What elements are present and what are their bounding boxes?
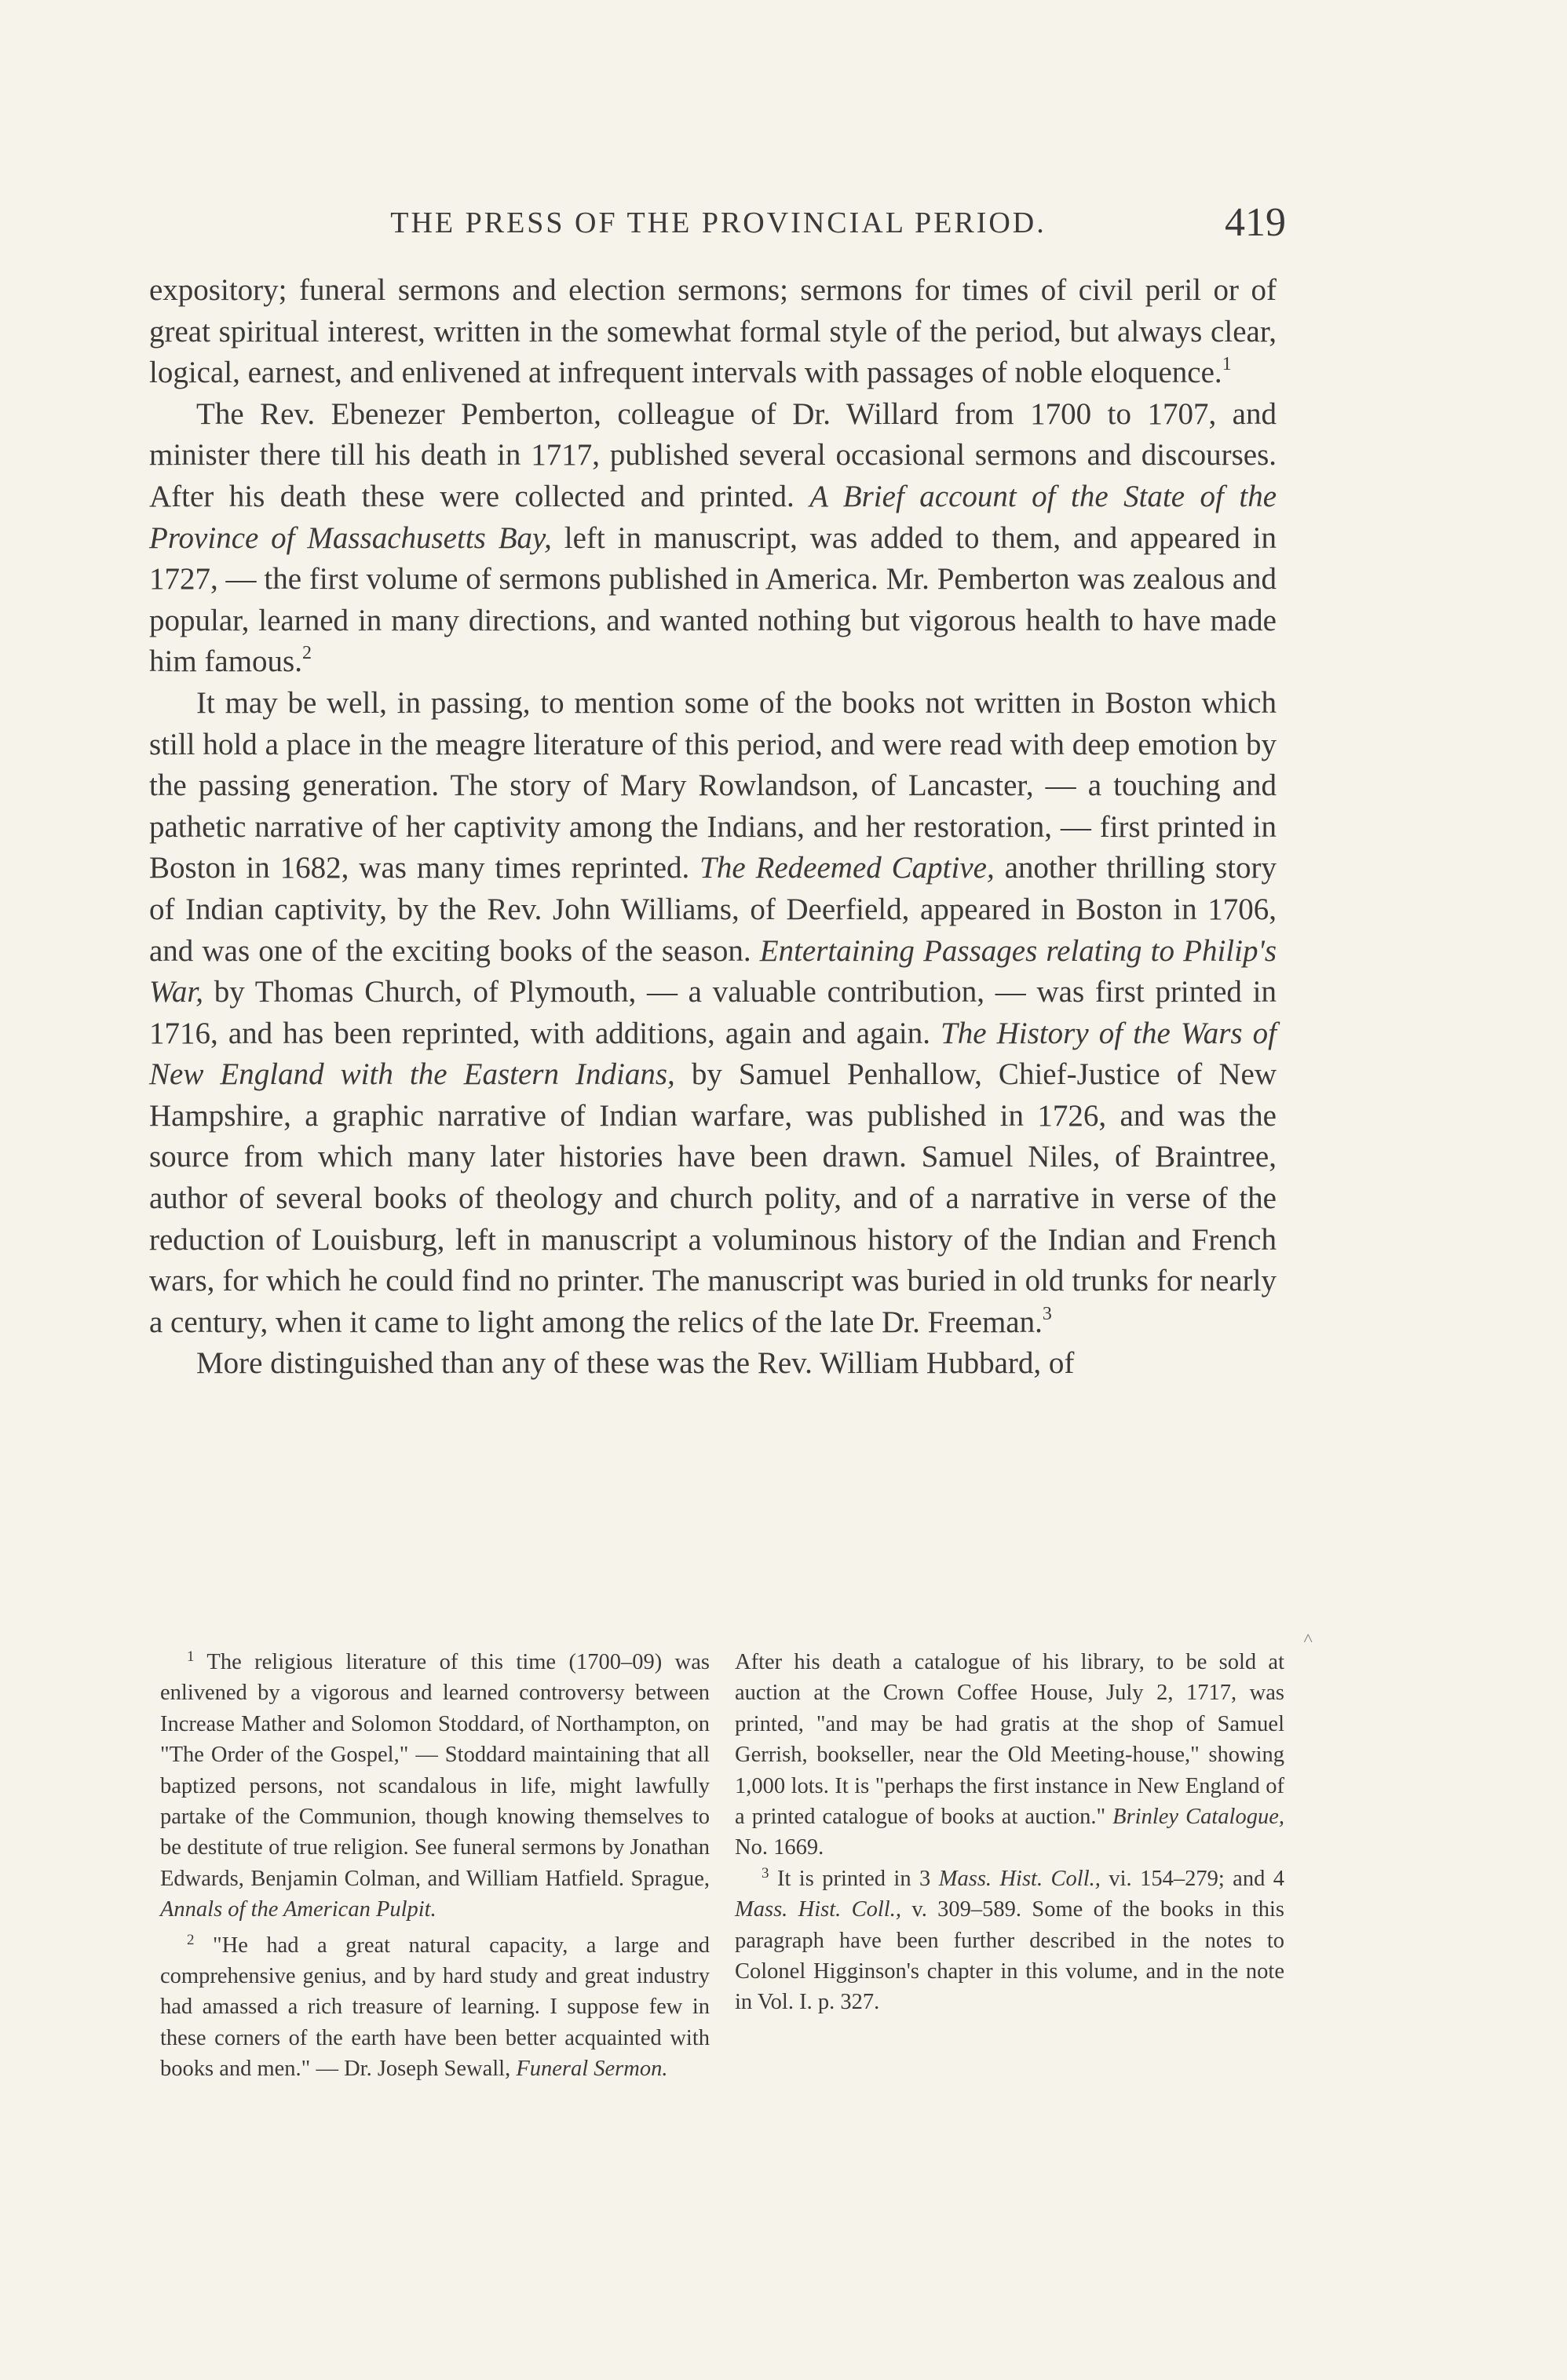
footnote-3-mark: 3 xyxy=(762,1864,769,1882)
paragraph-2 xyxy=(149,394,1277,683)
footnote-1 xyxy=(160,1647,710,1926)
work-title-history-of-wars: The History of the Wars of New England with the Eastern Indians, xyxy=(149,1016,1277,1092)
work-title-brief-account: A Brief account of the State of the Province of Massachusetts Bay, xyxy=(149,479,1277,555)
footnote-3 xyxy=(735,1863,1284,2018)
paragraph-1 xyxy=(149,270,1277,394)
running-header xyxy=(149,199,1288,254)
paragraph-3 xyxy=(149,683,1277,1344)
paragraph-3-text-d: by Samuel Penhallow, Chief-Justice of New Hampshire, a graphic narrative of Indian warfare, was published in 1726, and was the source from which many later histories have been drawn. Samuel Niles, of Braintree, author of several books of theology and church polity, and of a narrative in verse of the reduction of Louisburg, left in manuscript a voluminous history of the Indian and French wars, for which he could find no printer. The manuscript was buried in old trunks for nearly a century, when it came to light among the relics of the late Dr. Freeman. xyxy=(149,1057,1277,1339)
footnote-1-text: The religious literature of this time (1700–09) was enlivened by a vigorous and learned controversy between Increase Mather and Solomon Stoddard, of Northampton, on "The Order of the Gospel," — Stoddard maintaining that all baptized persons, not scandalous in life, might lawfully partake of the Communion, though knowing themselves to be destitute of true religion. See funeral sermons by Jonathan Edwards, Benjamin Colman, and William Hatfield. Sprague, xyxy=(160,1650,710,1891)
footnote-2-catalogue: Brinley Catalogue, xyxy=(1112,1805,1284,1830)
footnote-3-text-a: It is printed in 3 xyxy=(776,1866,931,1891)
page-number: 419 xyxy=(1225,200,1286,245)
footnote-1-title: Annals of the American Pulpit. xyxy=(160,1897,436,1922)
footnote-2-text-b: After his death a catalogue of his library, to be sold at auction at the Crown Coffee House, July 2, 1717, was printed, "and may be had gratis at the shop of Samuel Gerrish, bookseller, near the Old Meeting-house," showing 1,000 lots. It is "perhaps the first instance in New England of a printed catalogue of books at auction." xyxy=(735,1650,1284,1830)
paragraph-2-text-a: The Rev. Ebenezer Pemberton, colleague of Dr. Willard from 1700 to 1707, and minister there till his death in 1717, published several occasional sermons and discourses. After his death these were collected and printed. xyxy=(149,396,1277,513)
footnote-1-mark: 1 xyxy=(187,1648,195,1665)
work-title-entertaining-passages: Entertaining Passages relating to Philip's War, xyxy=(149,933,1277,1009)
footnote-ref-2: 2 xyxy=(301,643,312,664)
footnote-3-title-2: Mass. Hist. Coll., xyxy=(735,1897,901,1922)
paragraph-1-text: expository; funeral sermons and election sermons; sermons for times of civil peril or of great spiritual interest, written in the somewhat formal style of the period, but always clear, logical, earnest, and enlivened at infrequent intervals with passages of noble eloquence. xyxy=(149,273,1277,390)
footnote-3-text-b: vi. 154–279; and 4 xyxy=(1109,1866,1285,1891)
footnote-2-mark: 2 xyxy=(187,1931,195,1948)
footnotes-left-column xyxy=(160,1647,710,2085)
footnote-2 xyxy=(160,1930,710,2085)
footnote-2-title: Funeral Sermon. xyxy=(516,2057,668,2082)
paragraph-2-text-b: left in manuscript, was added to them, and appeared in 1727, — the first volume of sermons published in America. Mr. Pemberton was zealous and popular, learned in many directions, and wanted nothing but vigorous health to have made him famous. xyxy=(149,520,1277,679)
running-title: THE PRESS OF THE PROVINCIAL PERIOD. xyxy=(390,206,1046,239)
footnote-ref-3: 3 xyxy=(1042,1303,1052,1324)
footnote-2-text-a: "He had a great natural capacity, a large and comprehensive genius, and by hard study and great industry had amassed a rich treasure of learning. I suppose few in these corners of the earth have been better acquainted with books and men." — Dr. Joseph Sewall, xyxy=(160,1933,710,2082)
main-text xyxy=(149,270,1277,1385)
footnote-2-continued xyxy=(735,1647,1284,1863)
footnote-ref-1: 1 xyxy=(1222,354,1232,375)
footnote-3-title-1: Mass. Hist. Coll., xyxy=(938,1866,1101,1891)
margin-mark: ˄ xyxy=(1303,1628,1313,1648)
footnotes xyxy=(149,1647,1284,2196)
footnote-2-text-c: No. 1669. xyxy=(735,1835,824,1860)
paragraph-3-text-c: by Thomas Church, of Plymouth, — a valuable contribution, — was first printed in 1716, and has been reprinted, with additions, again and again. xyxy=(149,975,1277,1050)
paragraph-4 xyxy=(149,1343,1277,1385)
footnote-3-text-c: v. 309–589. Some of the books in this paragraph have been further described in the notes to Colonel Higginson's chapter in this volume, and in the note in Vol. I. p. 327. xyxy=(735,1897,1284,2015)
footnotes-right-column xyxy=(735,1647,1284,2018)
work-title-redeemed-captive: The Redeemed Captive, xyxy=(699,851,995,885)
paragraph-4-text: More distinguished than any of these was the Rev. William Hubbard, of xyxy=(196,1346,1075,1381)
paragraph-3-text-b: another thrilling story of Indian captivity, by the Rev. John Williams, of Deerfield, appeared in Boston in 1706, and was one of the exciting books of the season. xyxy=(149,851,1277,968)
paragraph-3-text-a: It may be well, in passing, to mention some of the books not written in Boston which still hold a place in the meagre literature of this period, and were read with deep emotion by the passing generation. The story of Mary Rowlandson, of Lancaster, — a touching and pathetic narrative of her captivity among the Indians, and her restoration, — first printed in Boston in 1682, was many times reprinted. xyxy=(149,685,1277,885)
